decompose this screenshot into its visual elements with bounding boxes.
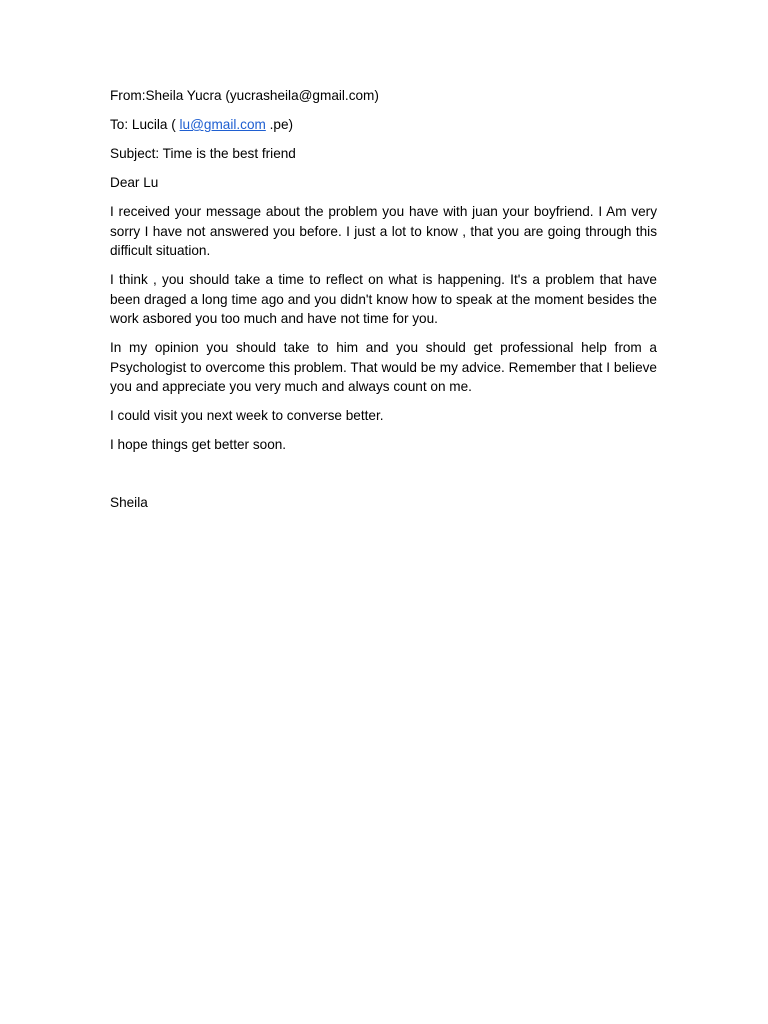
body-paragraph-3: In my opinion you should take to him and you should get professional help from a Psychologist to overcome this problem. That would be my advice. Remember that I believe you and appreciate you very much and always count on me. (110, 340, 657, 394)
greeting: Dear Lu (110, 175, 159, 190)
from-line: From:Sheila Yucra (yucrasheila@gmail.com) (110, 88, 379, 103)
to-suffix: .pe) (265, 117, 294, 132)
body-paragraph-4: I could visit you next week to converse better. (110, 408, 384, 423)
body-paragraph-2: I think , you should take a time to reflect on what is happening. It's a problem that have been draged a long time ago and you didn't know how to speak at the moment besides the work asbored you too much and have not time for you. (110, 272, 657, 326)
to-line (110, 115, 657, 135)
body-paragraph-1: I received your message about the problem you have with juan your boyfriend. I Am very sorry I have not answered you before. I just a lot to know , that you are going through this difficult situation. (110, 204, 657, 258)
to-prefix: To: Lucila ( (110, 117, 180, 132)
body-paragraph-5: I hope things get better soon. (110, 437, 287, 452)
signature: Sheila (110, 494, 148, 510)
subject-line: Subject: Time is the best friend (110, 146, 296, 161)
recipient-email-link[interactable]: lu@gmail.com (179, 117, 266, 132)
letter-document (110, 86, 657, 522)
